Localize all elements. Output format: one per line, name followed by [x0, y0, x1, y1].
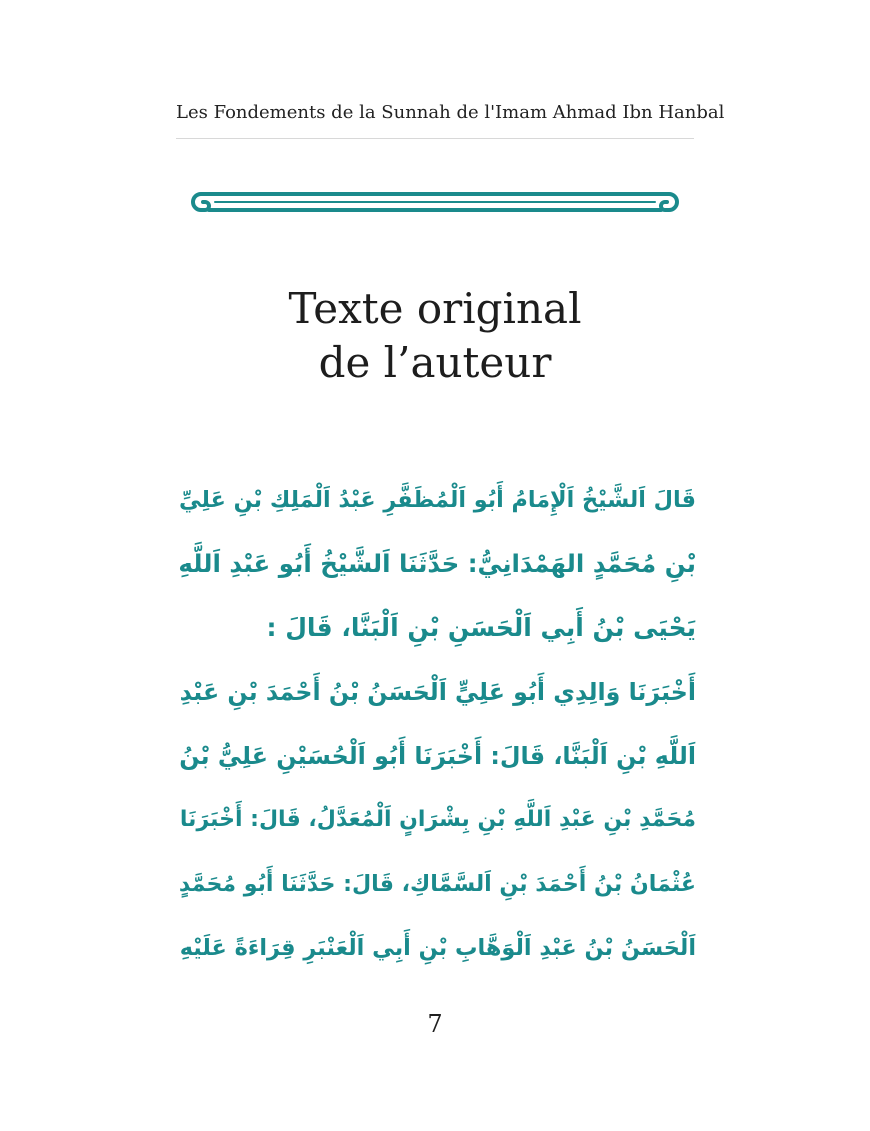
arabic-line: مُحَمَّدِ بْنِ عَبْدِ اَللَّهِ بْنِ بِشْرَانٍ اَلْمُعَدَّلُ، قَالَ: أَخْبَرَنَا [179, 807, 696, 832]
arabic-line: قَالَ اَلشَّيْخُ اَلْإِمَامُ أَبُو اَلْمُظَفَّرِ عَبْدُ اَلْمَلِكِ بْنِ عَلِيِّ [178, 487, 696, 513]
header-divider [176, 138, 694, 139]
page-title-line-1: Texte original [288, 284, 582, 333]
running-header: Les Fondements de la Sunnah de l'Imam Ahmad Ibn Hanbal [176, 102, 725, 123]
page-title-line-2: de l’auteur [318, 338, 552, 387]
arabic-line: اَللَّهِ بْنِ اَلْبَنَّا، قَالَ: أَخْبَرَنَا أَبُو اَلْحُسَيْنِ عَلِيُّ بْنُ [179, 742, 696, 770]
arabic-line: عُثْمَانُ بْنُ أَحْمَدَ بْنِ اَلسَّمَّاكِ، قَالَ: حَدَّثَنَا أَبُو مُحَمَّدٍ [178, 871, 696, 897]
page-number: 7 [427, 1010, 443, 1038]
arabic-line: اَلْحَسَنُ بْنُ عَبْدِ اَلْوَهَّابِ بْنِ أَبِي اَلْعَنْبَرِ قِرَاءَةً عَلَيْهِ [179, 935, 696, 961]
arabic-text-block [178, 468, 696, 980]
arabic-line: يَحْيَى بْنُ أَبِي اَلْحَسَنِ بْنِ اَلْبَنَّا، قَالَ : [266, 613, 696, 642]
arabic-line: أَخْبَرَنَا وَالِدِي أَبُو عَلِيٍّ اَلْحَسَنُ بْنُ أَحْمَدَ بْنِ عَبْدِ [179, 678, 696, 706]
arabic-line: بْنِ مُحَمَّدٍ الهَمْدَانِيُّ: حَدَّثَنَا اَلشَّيْخُ أَبُو عَبْدِ اَللَّهِ [178, 549, 696, 578]
ornament-divider-icon [183, 187, 687, 217]
page-title [0, 282, 870, 390]
